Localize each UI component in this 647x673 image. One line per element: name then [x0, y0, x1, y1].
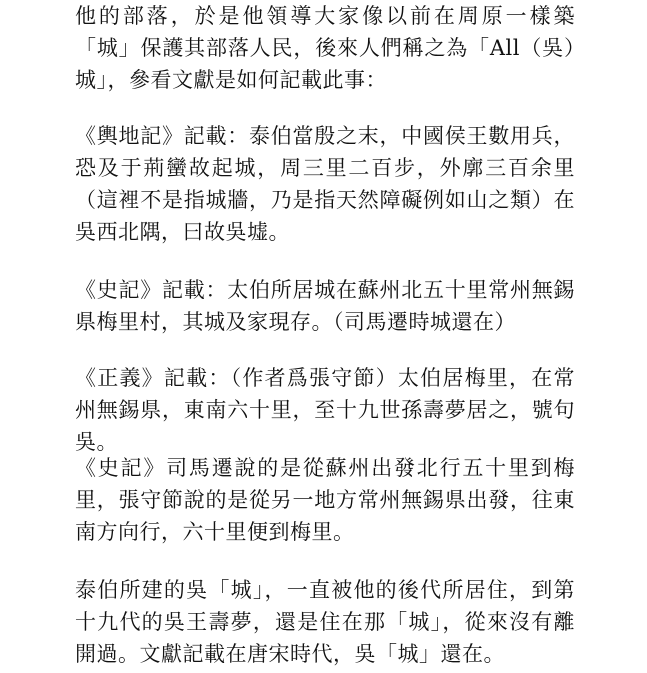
paragraph-yudi-ji: 《輿地記》記載：泰伯當殷之末，中國侯王數用兵，恐及于荊蠻故起城，周三里二百步，外廓三百余里（這裡不是指城牆，乃是指天然障礙例如山之類）在吳西北隅，曰故吳墟。: [75, 124, 575, 244]
paragraph-shiji: 《史記》記載：太伯所居城在蘇州北五十里常州無錫県梅里村，其城及家現存。（司馬遷時城還在）: [75, 278, 575, 334]
paragraph-conclusion: 泰伯所建的吳「城」，一直被他的後代所居住，到第十九代的吳王壽夢，還是住在那「城」，從來沒有離開過。文獻記載在唐宋時代，吳「城」還在。: [75, 578, 575, 666]
paragraph-shiji-comparison: 《史記》司馬遷說的是從蘇州出發北行五十里到梅里，張守節說的是從另一地方常州無錫県出發，往東南方向行，六十里便到梅里。: [75, 456, 575, 544]
paragraph-intro: 他的部落，於是他領導大家像以前在周原一樣築「城」保護其部落人民，後來人們稱之為「All（吳）城」，參看文獻是如何記載此事：: [75, 4, 575, 92]
paragraph-zhengyi: 《正義》記載：（作者爲張守節）太伯居梅里，在常州無錫県，東南六十里，至十九世孫壽夢居之，號句吳。: [75, 366, 575, 454]
